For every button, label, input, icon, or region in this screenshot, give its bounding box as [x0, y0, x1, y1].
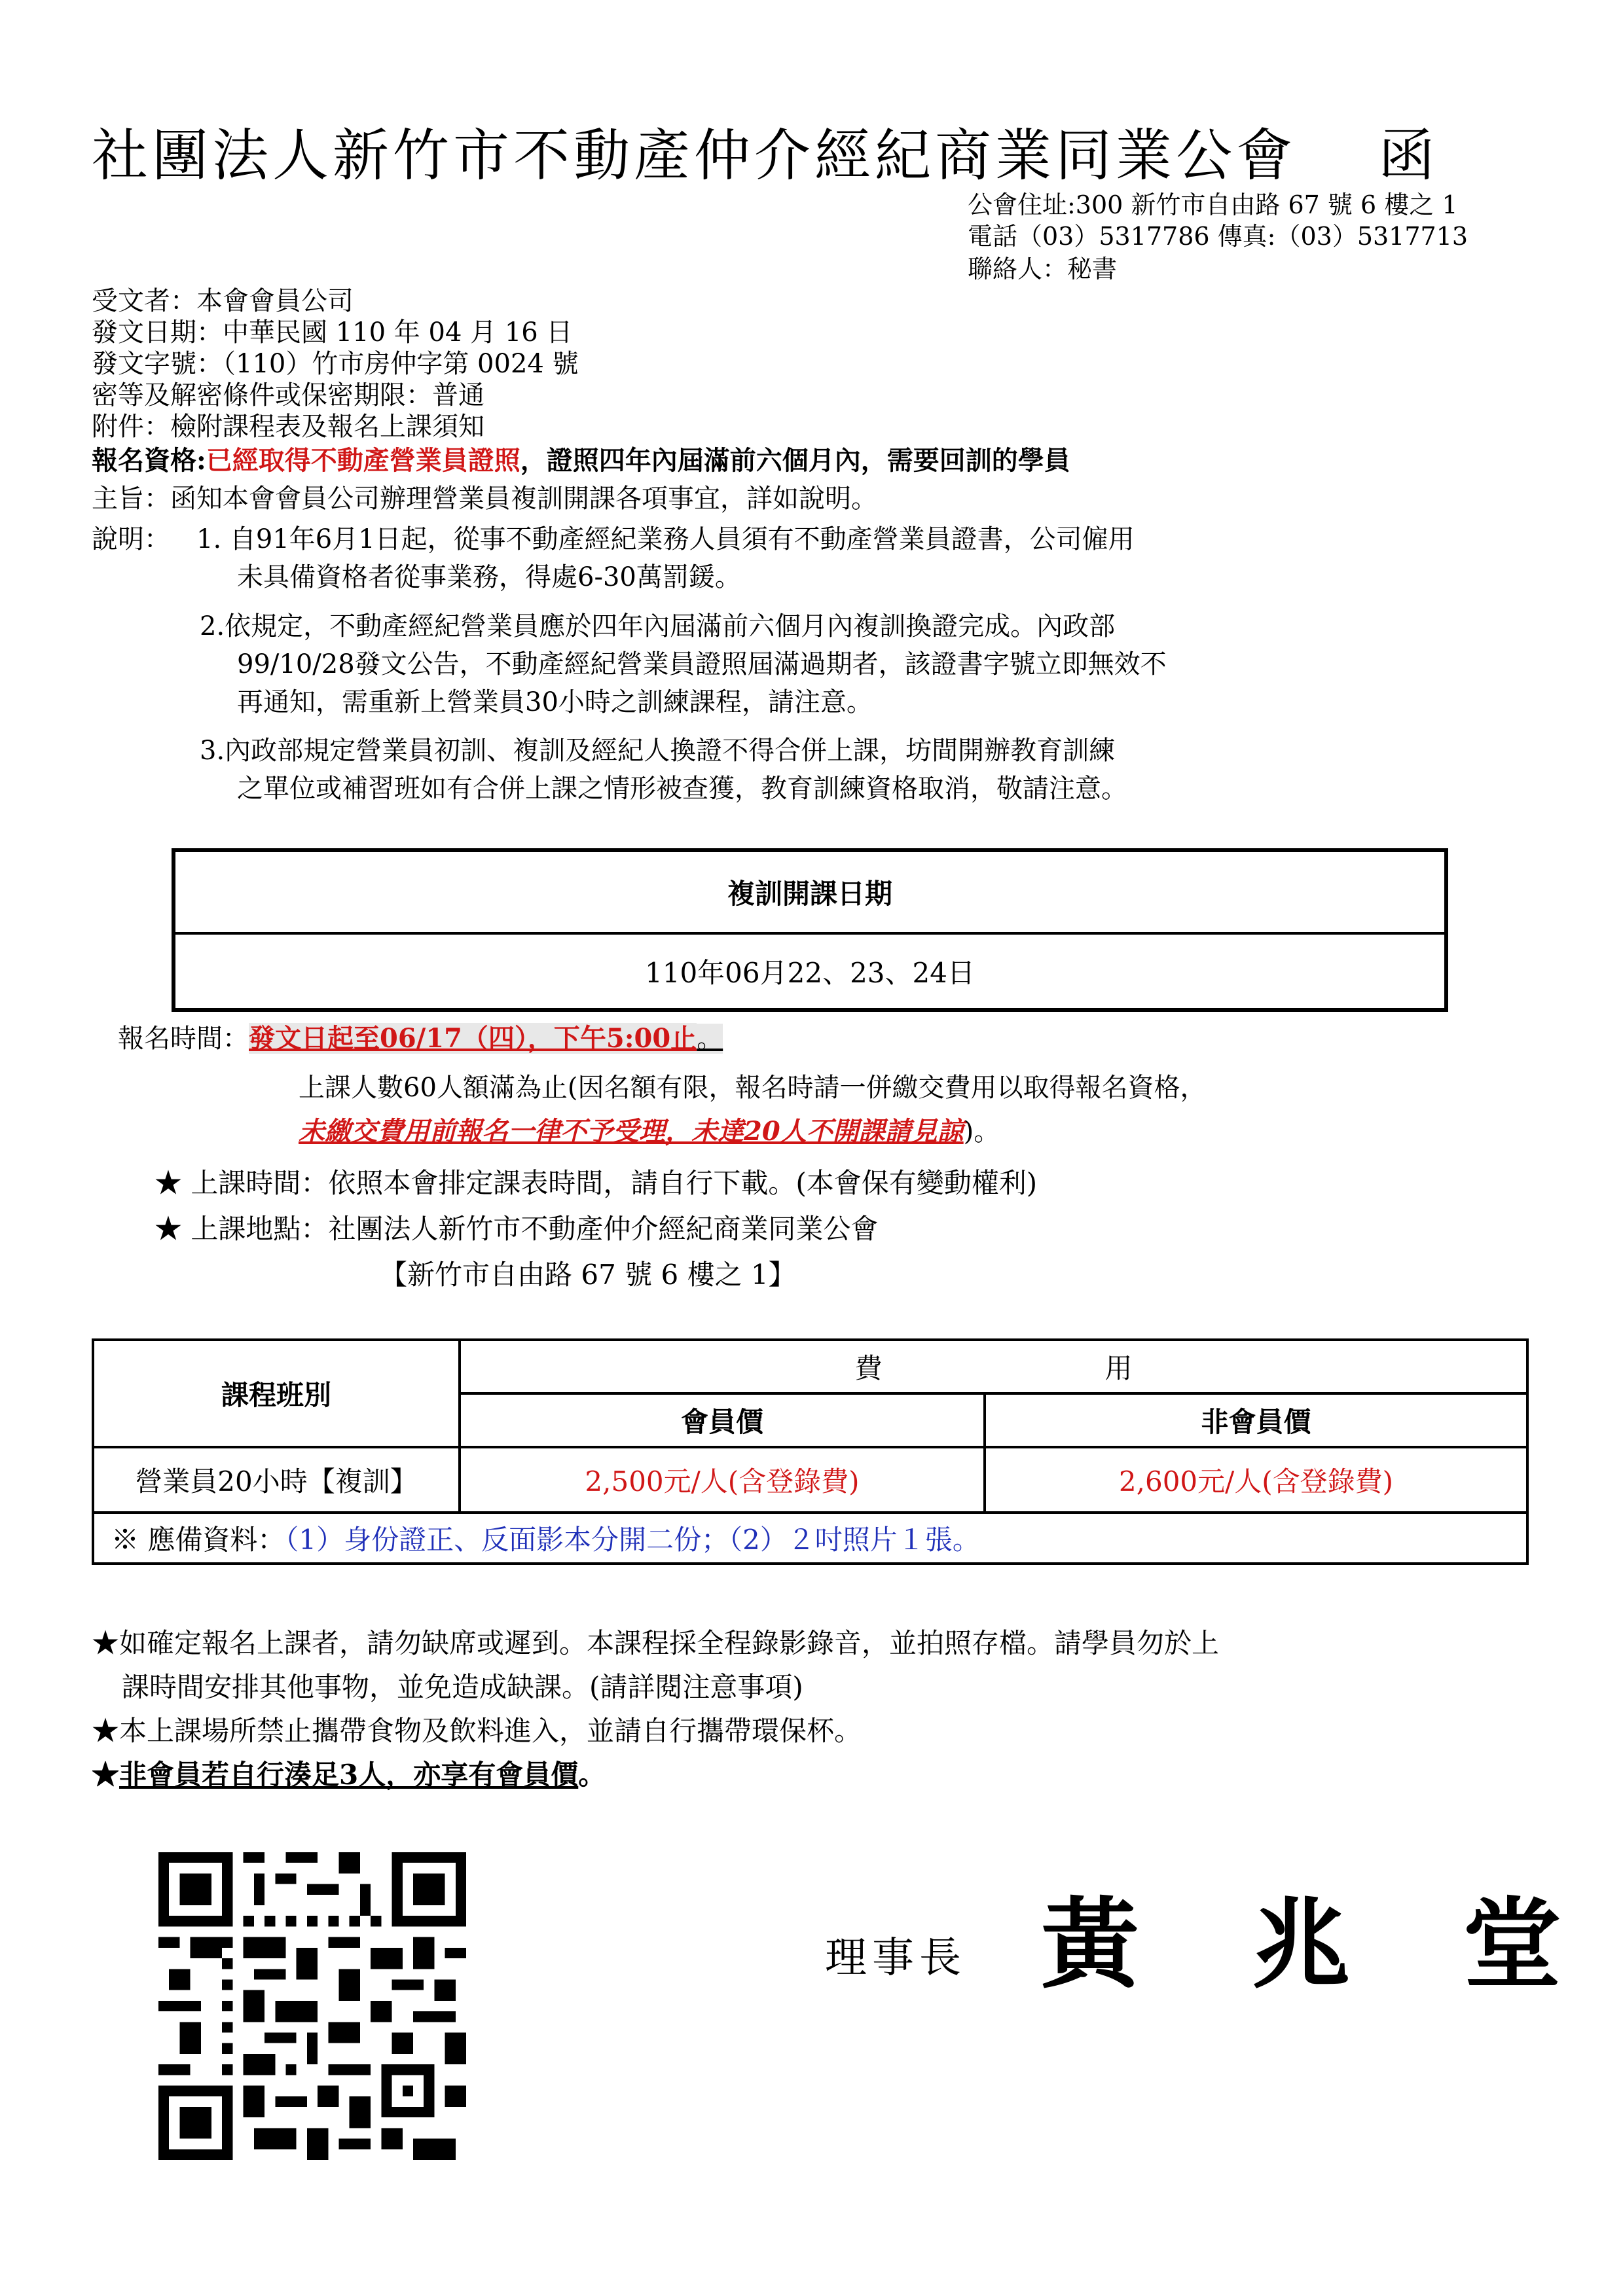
document-title: 社團法人新竹市不動產仲介經紀商業同業公會 函 [92, 123, 1439, 188]
fee-table [92, 1338, 1529, 1565]
association-address: 公會住址:300 新竹市自由路 67 號 6 樓之 1 [968, 190, 1458, 219]
issue-date: 發文日期：中華民國 110 年 04 月 16 日 [92, 317, 573, 348]
security-level: 密等及解密條件或保密期限：普通 [92, 380, 484, 410]
explanation-item-2-cont2: 再通知，需重新上營業員30小時之訓練課程，請注意。 [237, 687, 873, 717]
qualification-label: 報名資格: [92, 445, 206, 476]
header-fee-a: 費 [854, 1352, 883, 1384]
note-star: ★ [92, 1759, 120, 1791]
registration-label: 報名時間： [118, 1024, 249, 1054]
required-value: （1）身份證正、反面影本分開二份；（2）２吋照片１張。 [285, 1524, 980, 1556]
note-no-food: ★本上課場所禁止攜帶食物及飲料進入，並請自行攜帶環保杯。 [92, 1715, 862, 1747]
explanation-label: 說明： [92, 524, 170, 554]
explanation-item-2: 2.依規定，不動產經紀營業員應於四年內屆滿前六個月內複訓換證完成。內政部 [200, 611, 1116, 641]
document-number: 發文字號：（110）竹市房仲字第 0024 號 [92, 349, 579, 379]
explanation-item-3: 3.內政部規定營業員初訓、複訓及經紀人換證不得合併上課，坊間開辦教育訓練 [200, 736, 1116, 766]
capacity-note: 上課人數60人額滿為止(因名額有限，報名時請一併繳交費用以取得報名資格， [299, 1073, 1207, 1103]
required-documents [93, 1513, 1527, 1564]
subject: 主旨：函知本會會員公司辦理營業員複訓開課各項事宜，詳如說明。 [92, 484, 877, 514]
nonmember-price: 2,600元/人(含登錄費) [985, 1447, 1527, 1513]
header-member-price: 會員價 [460, 1393, 985, 1447]
signature-title: 理事長 [825, 1934, 966, 1982]
signature-name: 黃 兆 堂 [1041, 1887, 1601, 2002]
association-contact: 聯絡人：秘書 [968, 255, 1118, 283]
explanation-item-2-cont: 99/10/28發文公告，不動產經紀營業員證照屆滿過期者，該證書字號立即無效不 [237, 649, 1167, 679]
qualification-highlight: 已經取得不動產營業員證照 [206, 445, 520, 476]
payment-warning-line [299, 1111, 1000, 1148]
qualification-line [92, 440, 1070, 477]
header-course: 課程班別 [93, 1340, 460, 1447]
course-date-value: 110年06月22、23、24日 [645, 957, 975, 989]
registration-period: 發文日起至06/17（四），下午5:00止 [249, 1023, 697, 1054]
header-nonmember-price: 非會員價 [985, 1393, 1527, 1447]
header-fee [460, 1340, 1527, 1393]
qualification-rest: ，證照四年內屆滿前六個月內，需要回訓的學員 [520, 445, 1070, 476]
note-group-discount-text: 非會員若自行湊足3人，亦享有會員價 [119, 1759, 579, 1791]
course-date-box [172, 848, 1448, 1012]
attachment: 附件：檢附課程表及報名上課須知 [92, 412, 484, 442]
registration-time [118, 1018, 723, 1055]
required-label: ※ 應備資料： [111, 1524, 285, 1556]
note-group-discount-end: 。 [578, 1759, 606, 1791]
note-attendance-cont: 課時間安排其他事物，並免造成缺課。(請詳閱注意事項) [122, 1671, 803, 1703]
registration-period-end: 。 [697, 1024, 723, 1054]
note-group-discount [92, 1753, 606, 1793]
course-name: 營業員20小時【複訓】 [93, 1447, 460, 1513]
note-attendance: ★如確定報名上課者，請勿缺席或遲到。本課程採全程錄影錄音，並拍照存檔。請學員勿於上 [92, 1627, 1220, 1659]
payment-warning: 未繳交費用前報名一律不予受理，未達20人不開課請見諒 [299, 1116, 964, 1147]
recipient: 受文者：本會會員公司 [92, 286, 354, 316]
class-place-address: 【新竹市自由路 67 號 6 樓之 1】 [380, 1259, 796, 1291]
qr-code-icon[interactable] [158, 1852, 466, 2160]
course-date-header: 複訓開課日期 [175, 852, 1444, 935]
explanation-item-3-cont: 之單位或補習班如有合併上課之情形被查獲，教育訓練資格取消，敬請注意。 [237, 774, 1127, 804]
explanation-item-1: 1. 自91年6月1日起，從事不動產經紀業務人員須有不動產營業員證書，公司僱用 [196, 524, 1135, 554]
class-place: ★ 上課地點：社團法人新竹市不動產仲介經紀商業同業公會 [155, 1213, 879, 1245]
association-phone: 電話（03）5317786 傳真:（03）5317713 [968, 222, 1468, 251]
member-price: 2,500元/人(含登錄費) [460, 1447, 985, 1513]
class-time: ★ 上課時間：依照本會排定課表時間，請自行下載。(本會保有變動權利) [155, 1167, 1038, 1199]
header-fee-b: 用 [1104, 1352, 1133, 1384]
payment-warning-end: )。 [963, 1117, 1000, 1147]
explanation-item-1-cont: 未具備資格者從事業務，得處6-30萬罰鍰。 [237, 562, 741, 592]
